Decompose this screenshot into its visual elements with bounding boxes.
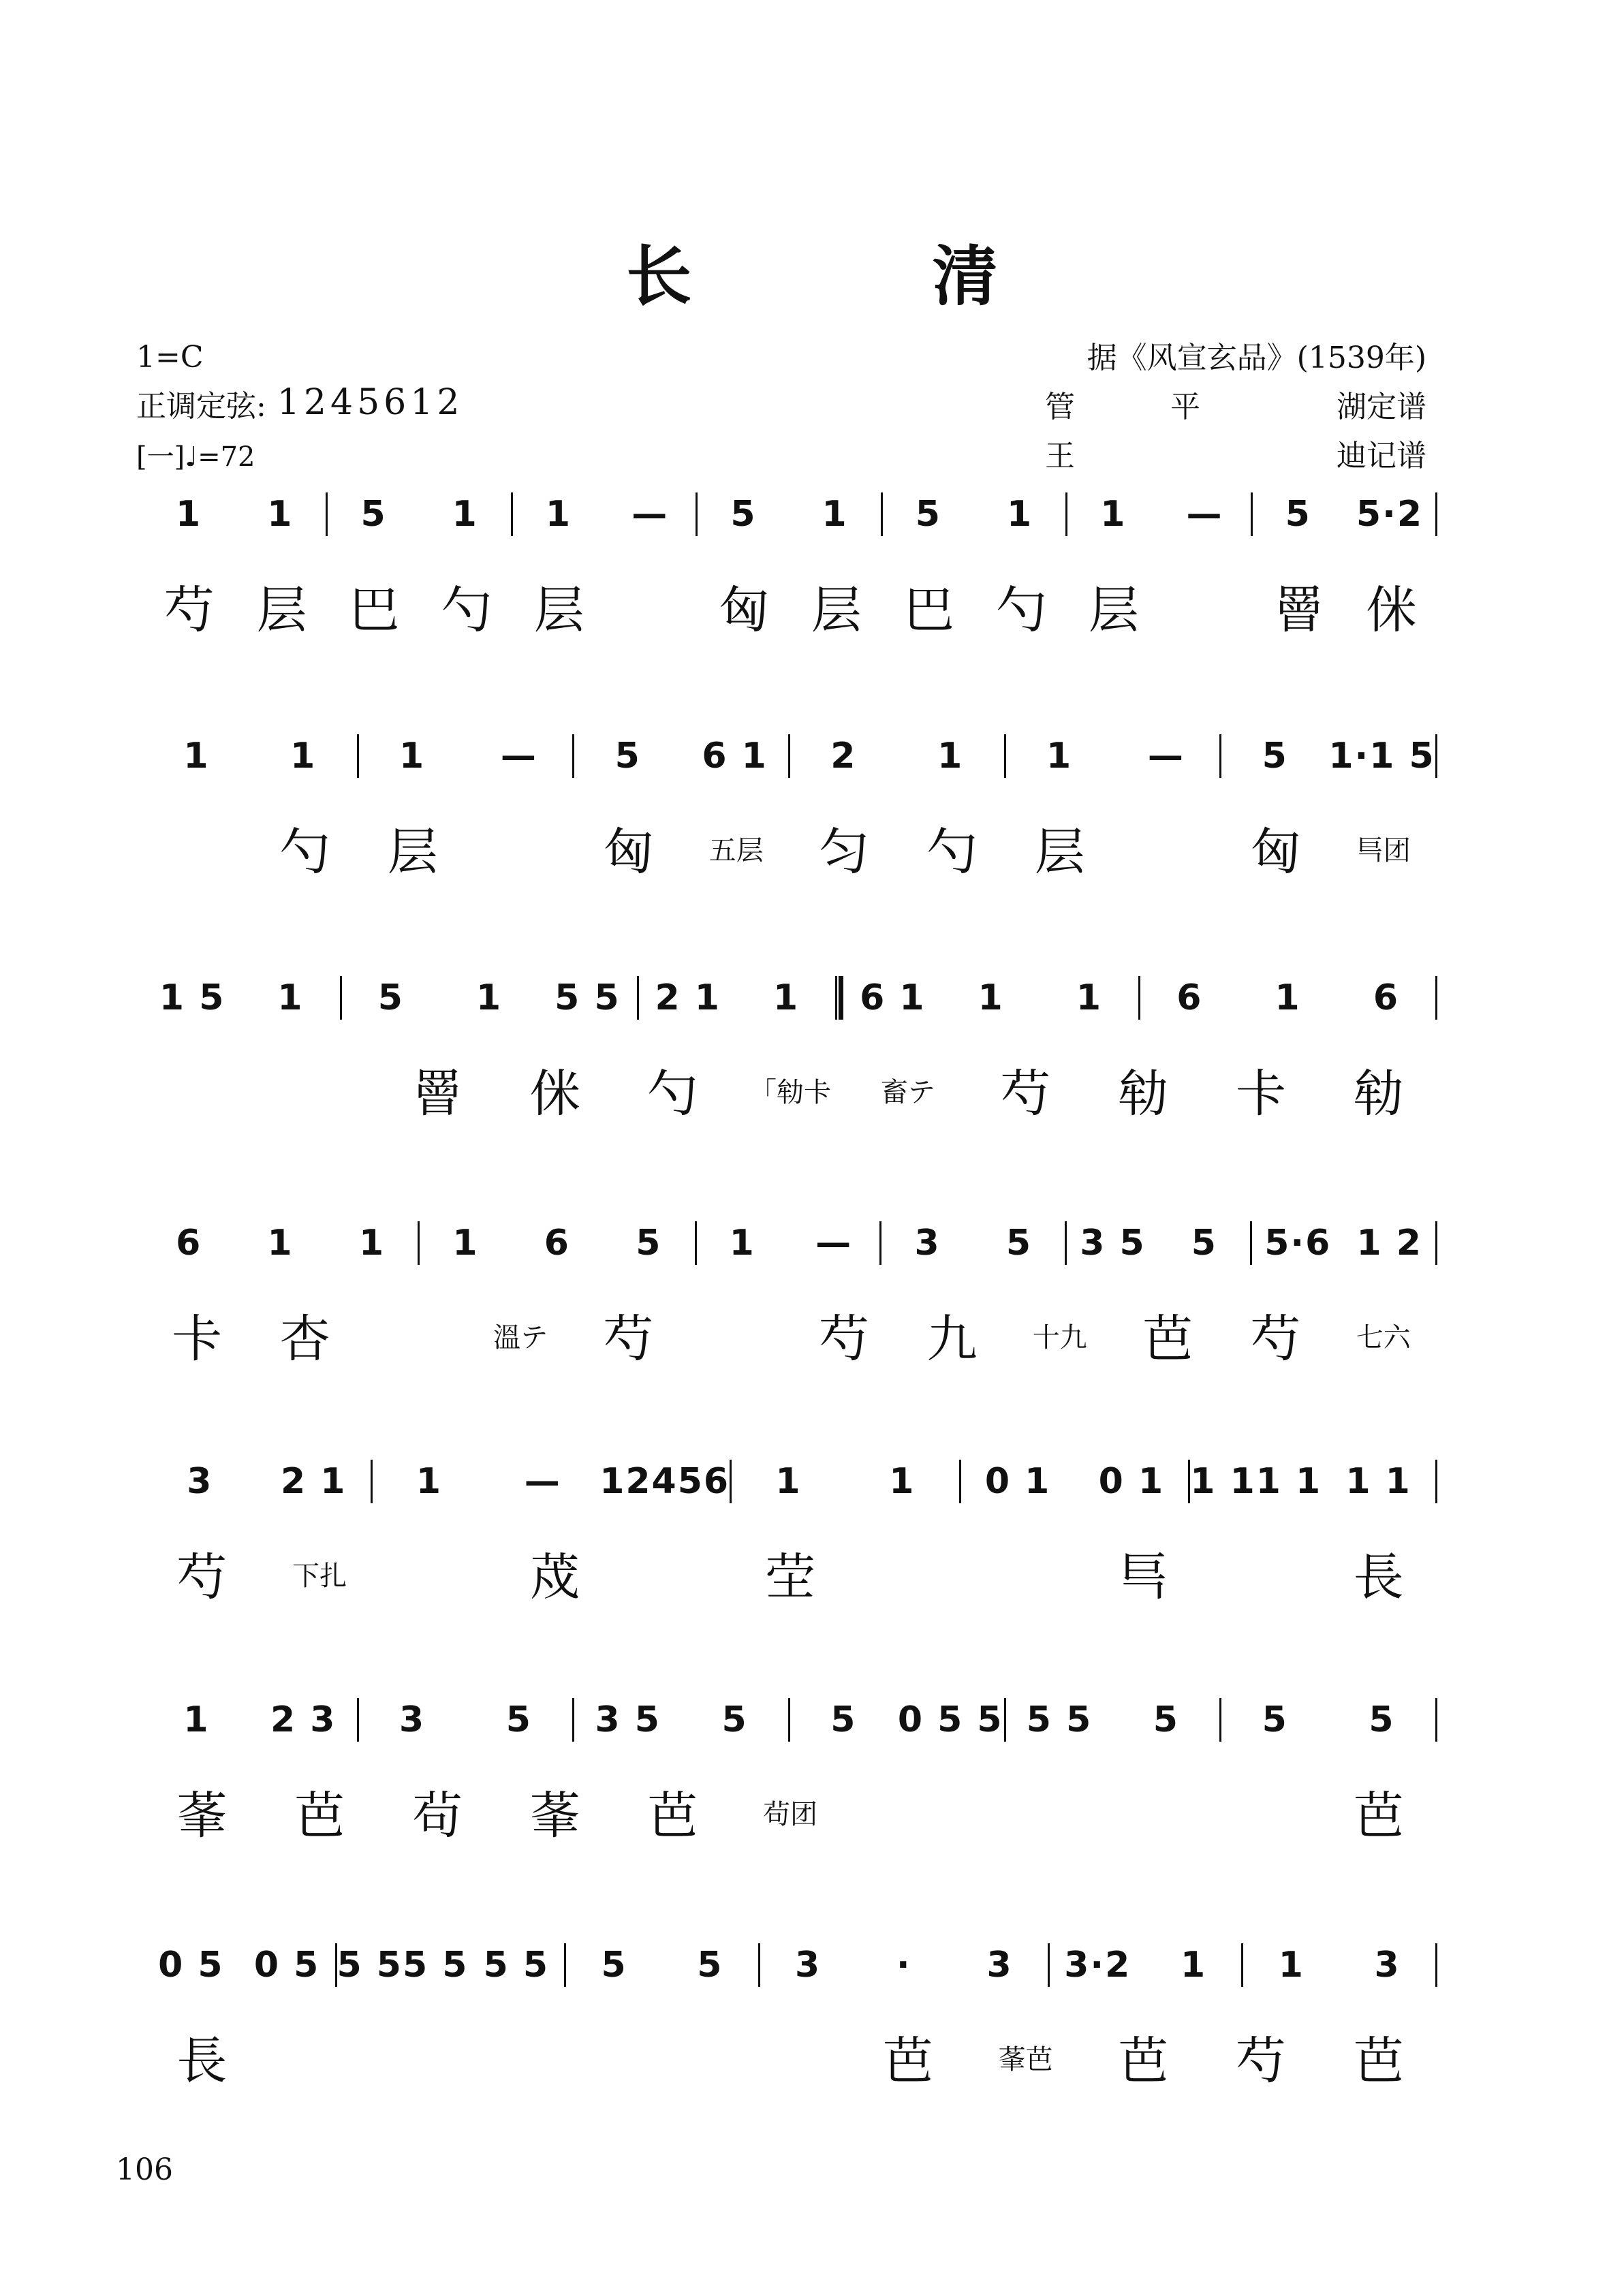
score-header-right	[1045, 334, 1426, 481]
jianpu-note: 5	[360, 494, 387, 535]
jianzi-glyph: 十九	[1032, 1321, 1087, 1353]
notation-system	[143, 1458, 1437, 1635]
jianzi-glyph: 巴	[349, 581, 400, 640]
jianpu-note: 1 2	[1356, 1223, 1422, 1264]
jianpu-note: 1 11 1	[1190, 1461, 1322, 1502]
jianpu-note: 3	[914, 1223, 941, 1264]
jianpu-note: 5	[830, 1699, 857, 1740]
jianpu-note: 1	[290, 736, 317, 776]
jianzi-glyph: 匈	[603, 823, 654, 881]
jianzi-glyph: 芭	[882, 2032, 933, 2090]
jianzi-line	[143, 2016, 1437, 2098]
jianzi-line	[143, 1771, 1437, 1853]
jianpu-note: 1	[775, 1461, 802, 1502]
jianzi-glyph: 芭	[1353, 1787, 1404, 1845]
barline	[1435, 1943, 1437, 1987]
jianpu-line	[143, 732, 1437, 780]
tuning-line	[136, 376, 463, 425]
credit-name-b: 平	[1170, 390, 1200, 424]
barline	[1435, 1698, 1437, 1742]
jianzi-glyph: 畜テ	[880, 1076, 935, 1108]
jianzi-glyph: 勺	[996, 581, 1047, 640]
tempo-mark: ♩=72	[185, 441, 255, 473]
tuning-label: 正调定弦:	[136, 389, 266, 424]
jianzi-glyph: 卡	[1235, 1065, 1286, 1123]
jianzi-glyph: 层	[811, 581, 862, 640]
jianzi-glyph: 层	[1034, 823, 1085, 881]
jianpu-line	[143, 1941, 1437, 1989]
jianzi-glyph: 罾	[411, 1065, 463, 1123]
jianpu-note: 5	[1153, 1699, 1179, 1740]
jianzi-glyph: 芍	[603, 1310, 654, 1368]
jianpu-note: 5	[636, 1223, 662, 1264]
jianpu-note: —	[1186, 494, 1223, 535]
jianzi-glyph: 芍	[176, 1548, 228, 1607]
jianpu-note: 2 3	[270, 1699, 337, 1740]
jianpu-note: 1	[822, 494, 848, 535]
jianpu-note: 5·6	[1264, 1223, 1332, 1264]
score-header-left	[136, 327, 463, 474]
jianzi-glyph: 匀	[819, 823, 870, 881]
jianpu-note: 1	[358, 1223, 386, 1264]
jianzi-glyph: 五层	[708, 834, 764, 866]
jianpu-note: 1	[277, 977, 304, 1018]
jianzi-glyph: 杏	[279, 1310, 330, 1368]
jianpu-note: 1	[545, 494, 572, 535]
notation-system	[143, 974, 1437, 1151]
jianpu-line	[143, 1458, 1437, 1505]
jianpu-note: 1	[978, 977, 1004, 1018]
barline	[1435, 1221, 1437, 1265]
jianzi-glyph: 巪团	[1356, 834, 1411, 866]
jianzi-glyph: 卡	[172, 1310, 223, 1368]
jianpu-line	[143, 1219, 1437, 1267]
jianzi-glyph: 芍	[819, 1310, 870, 1368]
jianzi-glyph: 芍	[1000, 1065, 1051, 1123]
jianzi-glyph: 芭	[1353, 2032, 1404, 2090]
notation-system	[143, 732, 1437, 909]
jianpu-note: 3	[794, 1945, 822, 1986]
jianpu-note: 1	[183, 736, 210, 776]
credit-line-1	[1045, 383, 1426, 432]
barline	[1435, 734, 1437, 778]
jianpu-note: 5	[377, 977, 404, 1018]
jianzi-glyph: 层	[1089, 581, 1140, 640]
jianzi-line	[143, 1533, 1437, 1614]
jianpu-note: 1	[1100, 494, 1127, 535]
jianpu-note: 5 5	[483, 1945, 550, 1986]
notation-system	[143, 490, 1437, 668]
jianzi-glyph: 莑	[529, 1787, 580, 1845]
jianpu-note: 1	[937, 736, 964, 776]
jianzi-glyph: 劺	[1353, 1065, 1404, 1123]
jianzi-glyph: 茍团	[763, 1798, 818, 1830]
jianpu-note: 3 5	[1080, 1223, 1146, 1264]
jianzi-glyph: 芭	[647, 1787, 698, 1845]
jianpu-note: 1 1	[1345, 1461, 1411, 1502]
jianpu-note: 1	[267, 494, 294, 535]
jianpu-note: 0 1	[1098, 1461, 1165, 1502]
jianpu-note: 2 1	[280, 1461, 347, 1502]
jianpu-note: 5	[614, 736, 641, 776]
jianzi-glyph: 芍	[163, 581, 215, 640]
jianzi-glyph: 匈	[1250, 823, 1301, 881]
jianpu-note: 1 5	[159, 977, 225, 1018]
jianpu-note: 1	[1180, 1945, 1207, 1986]
jianpu-note: 5	[915, 494, 941, 535]
jianzi-glyph: 下扎	[292, 1560, 347, 1592]
jianzi-glyph: 芍	[1250, 1310, 1301, 1368]
jianpu-note: 5 5	[555, 977, 621, 1018]
jianpu-note: 3 5	[595, 1699, 661, 1740]
jianpu-note: 5	[505, 1699, 532, 1740]
jianpu-note: 1	[889, 1461, 916, 1502]
jianzi-glyph: 罾	[1273, 581, 1324, 640]
jianpu-note: 1	[399, 736, 426, 776]
jianzi-glyph: 巴	[903, 581, 954, 640]
jianpu-note: 2	[830, 736, 857, 776]
jianzi-glyph: 七六	[1356, 1321, 1411, 1353]
jianpu-note: 0 5	[158, 1945, 224, 1986]
jianpu-note: 6	[176, 1223, 202, 1264]
section-tempo	[136, 425, 463, 474]
jianpu-note: 1·1 5	[1328, 736, 1435, 776]
jianzi-glyph: 長	[176, 2032, 228, 2090]
barline	[1435, 1460, 1437, 1503]
jianzi-glyph: 层	[256, 581, 307, 640]
jianpu-note: —	[631, 494, 669, 535]
jianpu-note: 5	[601, 1945, 627, 1986]
jianzi-glyph: 勺	[647, 1065, 698, 1123]
jianpu-line	[143, 974, 1437, 1022]
jianzi-glyph: 侎	[1366, 581, 1417, 640]
jianzi-line	[143, 807, 1437, 889]
jianpu-note: 5	[1369, 1699, 1395, 1740]
jianzi-glyph: 長	[1353, 1548, 1404, 1607]
key-signature: 1=C	[136, 340, 204, 375]
jianzi-glyph: 莑	[176, 1787, 228, 1845]
jianpu-note: 5	[1262, 1699, 1288, 1740]
jianpu-note: 1	[176, 494, 202, 535]
source-note: 据《风宣玄品》(1539年)	[1087, 341, 1426, 375]
jianzi-glyph: 茔	[765, 1548, 816, 1607]
jianpu-note: 6	[544, 1223, 570, 1264]
jianpu-note: —	[815, 1223, 853, 1264]
jianpu-note: 5	[1262, 736, 1288, 776]
jianzi-glyph: 巪	[1118, 1548, 1169, 1607]
jianpu-note: 5	[730, 494, 757, 535]
jianzi-glyph: 芭	[1118, 2032, 1169, 2090]
section-label: [一]	[136, 441, 185, 473]
jianpu-line	[143, 1696, 1437, 1744]
jianpu-note: 6 1	[702, 736, 768, 776]
jianpu-note: 1	[1275, 977, 1301, 1018]
jianzi-line	[143, 1294, 1437, 1376]
jianpu-note: 1	[476, 977, 503, 1018]
jianzi-glyph: 劺	[1118, 1065, 1169, 1123]
barline	[1435, 492, 1437, 536]
jianpu-note: 5 5	[1026, 1699, 1093, 1740]
jianpu-note: 1	[183, 1699, 210, 1740]
jianpu-note: 1	[1076, 977, 1103, 1018]
credit-name-a: 王	[1045, 439, 1075, 473]
credit-role: 湖定谱	[1337, 390, 1426, 424]
jianpu-note: 1	[729, 1223, 755, 1264]
jianpu-note: 6	[1373, 977, 1399, 1018]
credit-role: 迪记谱	[1337, 439, 1426, 473]
jianzi-line	[143, 1049, 1437, 1131]
notation-system	[143, 1219, 1437, 1396]
jianpu-note: 3	[399, 1699, 426, 1740]
jianpu-note: 5	[721, 1699, 748, 1740]
jianzi-glyph: 匈	[719, 581, 770, 640]
jianpu-note: 3	[986, 1945, 1013, 1986]
barline	[1435, 976, 1437, 1020]
jianpu-note: ·	[896, 1945, 911, 1986]
jianpu-line	[143, 490, 1437, 538]
jianzi-glyph: 芭	[294, 1787, 345, 1845]
jianpu-note: 3	[1374, 1945, 1401, 1986]
jianpu-note: 3	[187, 1461, 213, 1502]
jianpu-note: 1	[1006, 494, 1033, 535]
jianpu-note: 1	[1278, 1945, 1305, 1986]
jianpu-note: 0 1	[984, 1461, 1051, 1502]
jianzi-glyph: 层	[533, 581, 584, 640]
jianzi-glyph: 荗	[529, 1548, 580, 1607]
jianpu-note: 12456	[599, 1461, 730, 1502]
jianpu-note: 5·2	[1356, 494, 1424, 535]
jianpu-note: 1	[452, 1223, 479, 1264]
jianpu-note: 1	[267, 1223, 294, 1264]
jianpu-note: 3·2	[1064, 1945, 1131, 1986]
jianpu-note: 0 5 5	[897, 1699, 1003, 1740]
jianpu-note: 1	[452, 494, 478, 535]
jianpu-note: 5	[1285, 494, 1311, 535]
page-number: 106	[116, 2152, 173, 2187]
credit-name-a: 管	[1045, 390, 1075, 424]
jianzi-glyph: 芭	[1142, 1310, 1193, 1368]
jianzi-glyph: 茍	[411, 1787, 463, 1845]
jianzi-glyph: 芍	[1235, 2032, 1286, 2090]
notation-system	[143, 1696, 1437, 1873]
jianzi-glyph: 侎	[529, 1065, 580, 1123]
notation-system	[143, 1941, 1437, 2118]
jianzi-glyph: 勺	[441, 581, 493, 640]
jianpu-note: 5 55 5	[337, 1945, 469, 1986]
jianzi-glyph: 「劺卡	[749, 1076, 832, 1108]
jianpu-note: 0 5	[253, 1945, 320, 1986]
jianpu-note: 5	[697, 1945, 723, 1986]
jianpu-note: 5	[1191, 1223, 1217, 1264]
jianzi-glyph: 勺	[279, 823, 330, 881]
jianpu-note: 2 1	[655, 977, 721, 1018]
jianpu-note: —	[524, 1461, 561, 1502]
jianpu-note: 1	[416, 1461, 443, 1502]
jianzi-glyph: 莑芭	[998, 2043, 1053, 2075]
tuning-notes: 1245612	[277, 382, 464, 423]
jianzi-glyph: 勺	[926, 823, 978, 881]
jianzi-glyph: 溫テ	[493, 1321, 548, 1353]
jianzi-glyph: 九	[926, 1310, 978, 1368]
credit-line-2	[1045, 432, 1426, 481]
jianzi-line	[143, 565, 1437, 647]
jianpu-note: —	[1147, 736, 1185, 776]
jianpu-note: 1	[1046, 736, 1073, 776]
jianpu-note: —	[500, 736, 537, 776]
jianpu-note: 1	[772, 977, 800, 1018]
jianpu-note: 6	[1176, 977, 1203, 1018]
piece-title: 长 清	[626, 238, 1107, 315]
barline	[835, 976, 843, 1020]
jianpu-note: 6 1	[860, 977, 926, 1018]
jianzi-glyph: 层	[387, 823, 438, 881]
jianpu-note: 5	[1005, 1223, 1033, 1264]
